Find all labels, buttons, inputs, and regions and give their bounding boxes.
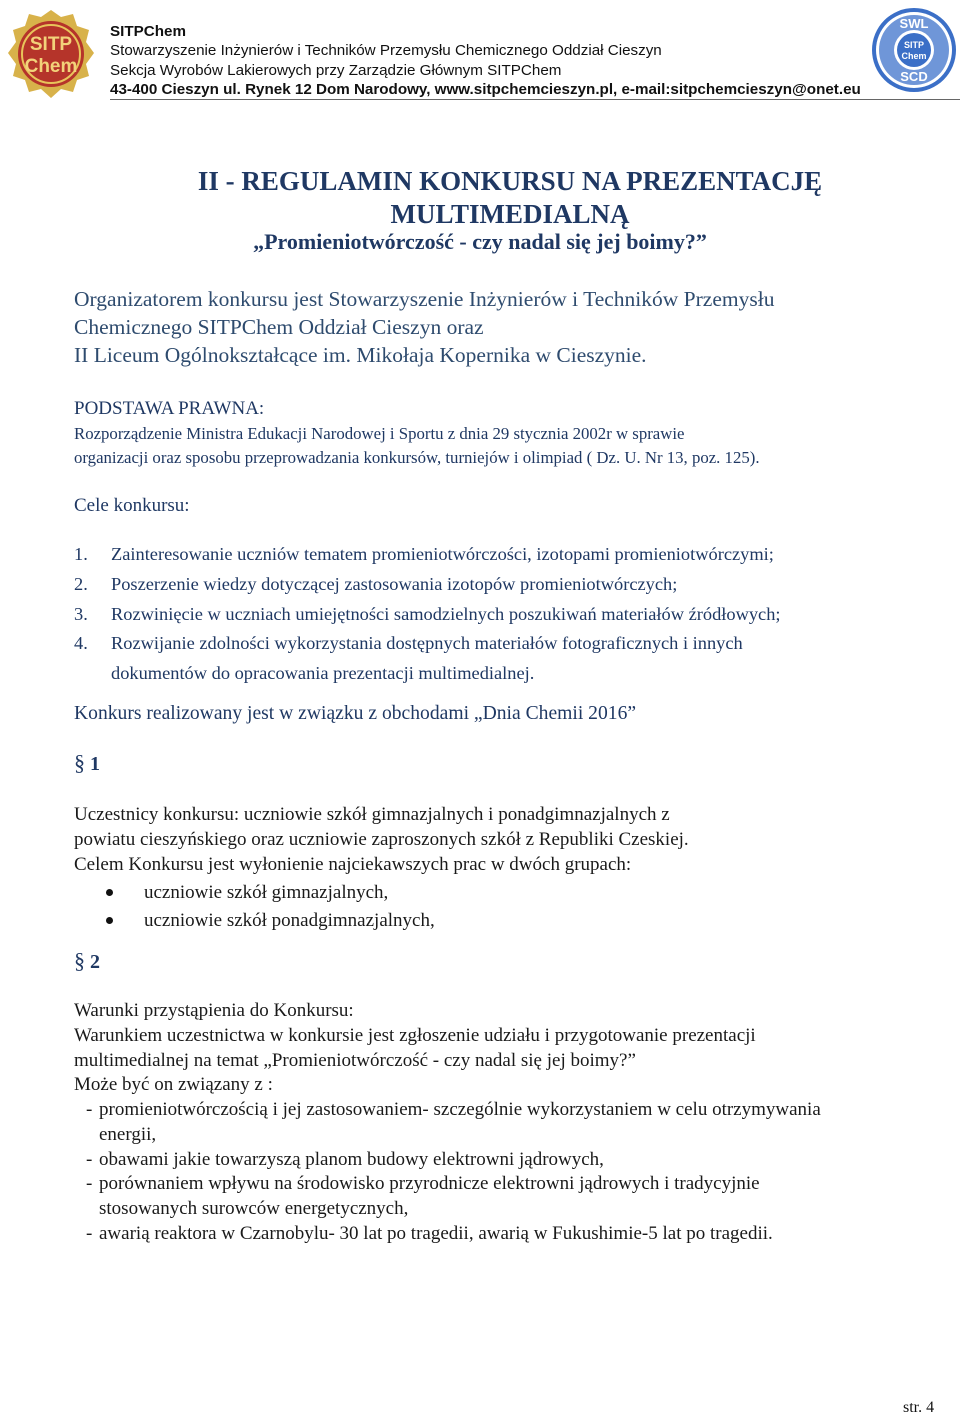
section-sign: § [74, 948, 85, 973]
section-sign: § [74, 750, 85, 775]
goal-text-continued: dokumentów do opracowania prezentacji multimedialnej. [111, 663, 535, 684]
legal-line: Rozporządzenie Ministra Edukacji Narodowej i Sportu z dnia 29 stycznia 2002r w sprawie [74, 424, 685, 443]
bullet-icon [106, 889, 113, 896]
section-2-text [74, 999, 944, 1098]
title-line-1: II - REGULAMIN KONKURSU NA PREZENTACJĘ [197, 166, 823, 196]
goal-text: Zainteresowanie uczniów tematem promieniotwórczości, izotopami promieniotwórczymi; [111, 544, 774, 564]
groups-list [74, 879, 435, 935]
topic-text-continued: stosowanych surowców energetycznych, [99, 1198, 409, 1220]
goal-text: Rozwinięcie w uczniach umiejętności samodzielnych poszukiwań materiałów źródłowych; [111, 603, 781, 624]
topic-text: obawami jakie towarzyszą planom budowy elektrowni jądrowych, [99, 1148, 604, 1170]
organizers-paragraph [74, 285, 934, 369]
intro-line: II Liceum Ogólnokształcące im. Mikołaja Kopernika w Cieszynie. [74, 343, 647, 367]
legal-line: organizacji oraz sposobu przeprowadzania konkursów, turniejów i olimpiad ( Dz. U. Nr 13, poz. 125). [74, 448, 760, 467]
section-1-line: Celem Konkursu jest wyłonienie najciekawszych prac w dwóch grupach: [74, 853, 632, 875]
group-text: uczniowie szkół ponadgimnazjalnych, [144, 910, 435, 931]
group-text: uczniowie szkół gimnazjalnych, [144, 882, 389, 903]
section-2-line: Może być on związany z : [74, 1074, 273, 1096]
goals-heading: Cele konkursu: [74, 495, 190, 516]
letterhead [0, 0, 960, 104]
sitpchem-logo [6, 8, 96, 100]
goal-number: 4. [74, 633, 88, 654]
section-1-heading [74, 750, 100, 777]
section-1-line: powiatu cieszyńskiego oraz uczniowie zaproszonych szkół z Republiki Czeskiej. [74, 828, 689, 850]
goal-item [74, 629, 934, 689]
topic-text: awarią reaktora w Czarnobylu- 30 lat po tragedii, awarią w Fukushimie-5 lat po tragedii. [99, 1222, 773, 1244]
topics-list [86, 1098, 946, 1247]
seal-top-text: SWL [899, 16, 929, 31]
section-1-line: Uczestnicy konkursu: uczniowie szkół gimnazjalnych i ponadgimnazjalnych z [74, 804, 670, 825]
topic-item [86, 1098, 946, 1148]
goal-text: Poszerzenie wiedzy dotyczącej zastosowania izotopów promieniotwórczych; [111, 573, 678, 594]
document-title [0, 165, 960, 231]
dash-marker: - [86, 1099, 93, 1120]
section-1-text [74, 803, 944, 877]
topic-text-continued: energii, [99, 1123, 157, 1145]
letterhead-name: Stowarzyszenie Inżynierów i Techników Przemysłu Chemicznego Oddział Cieszyn [110, 42, 662, 60]
page-number: str. 4 [903, 1399, 935, 1416]
dash-marker: - [86, 1173, 93, 1195]
seal-bottom-text: SCD [900, 69, 928, 84]
section-2-line: Warunkiem uczestnictwa w konkursie jest zgłoszenie udziału i przygotowanie prezentacji [74, 1024, 756, 1046]
letterhead-section: Sekcja Wyrobów Lakierowych przy Zarządzie Głównym SITPChem [110, 61, 562, 79]
goal-number: 2. [74, 573, 88, 594]
topic-text: promieniotwórczością i jej zastosowaniem- szczególnie wykorzystaniem w celu otrzymywania [99, 1099, 821, 1120]
goal-item [74, 600, 934, 630]
header-rule [110, 99, 960, 100]
letterhead-address: 43-400 Cieszyn ul. Rynek 12 Dom Narodowy, www.sitpchemcieszyn.pl, e-mail:sitpchemcieszyn@onet.eu [110, 81, 861, 99]
seal-center-line2: Chem [901, 51, 927, 61]
legal-basis-heading: PODSTAWA PRAWNA: [74, 398, 265, 419]
logo-left-line2: Chem [24, 56, 78, 77]
section-2-heading [74, 948, 100, 975]
section-number: 1 [90, 753, 100, 775]
letterhead-org: SITPChem [110, 23, 186, 40]
group-item [74, 879, 435, 907]
intro-line: Organizatorem konkursu jest Stowarzyszenie Inżynierów i Techników Przemysłu [74, 287, 775, 311]
letterhead-text [110, 22, 870, 100]
topic-text: porównaniem wpływu na środowisko przyrodnicze elektrowni jądrowych i tradycyjnie [99, 1173, 760, 1195]
contest-theme: „Promieniotwórczość - czy nadal się jej boimy?” [253, 229, 707, 254]
goal-item [74, 570, 934, 600]
section-number: 2 [90, 951, 100, 973]
dash-marker: - [86, 1148, 93, 1170]
title-line-2: MULTIMEDIALNĄ [390, 199, 630, 229]
swl-scd-seal [870, 6, 958, 94]
dash-marker: - [86, 1222, 93, 1244]
bullet-icon [106, 917, 113, 924]
chemistry-day-note: Konkurs realizowany jest w związku z obchodami „Dnia Chemii 2016” [74, 703, 637, 724]
goal-number: 3. [74, 603, 88, 624]
goal-item [74, 540, 934, 570]
section-2-line: Warunki przystąpienia do Konkursu: [74, 1000, 354, 1021]
goal-text: Rozwijanie zdolności wykorzystania dostępnych materiałów fotograficznych i innych [111, 633, 743, 654]
seal-center-line1: SITP [903, 40, 925, 50]
topic-item [86, 1222, 946, 1247]
group-item [74, 907, 435, 935]
topic-item [86, 1172, 946, 1222]
goals-list [74, 540, 934, 689]
section-2-line: multimedialnej na temat „Promieniotwórczość - czy nadal się jej boimy?” [74, 1049, 636, 1071]
logo-left-line1: SITP [29, 34, 73, 55]
legal-basis-text [74, 422, 934, 470]
intro-line: Chemicznego SITPChem Oddział Cieszyn oraz [74, 315, 484, 339]
goal-number: 1. [74, 544, 88, 564]
topic-item [86, 1148, 946, 1173]
